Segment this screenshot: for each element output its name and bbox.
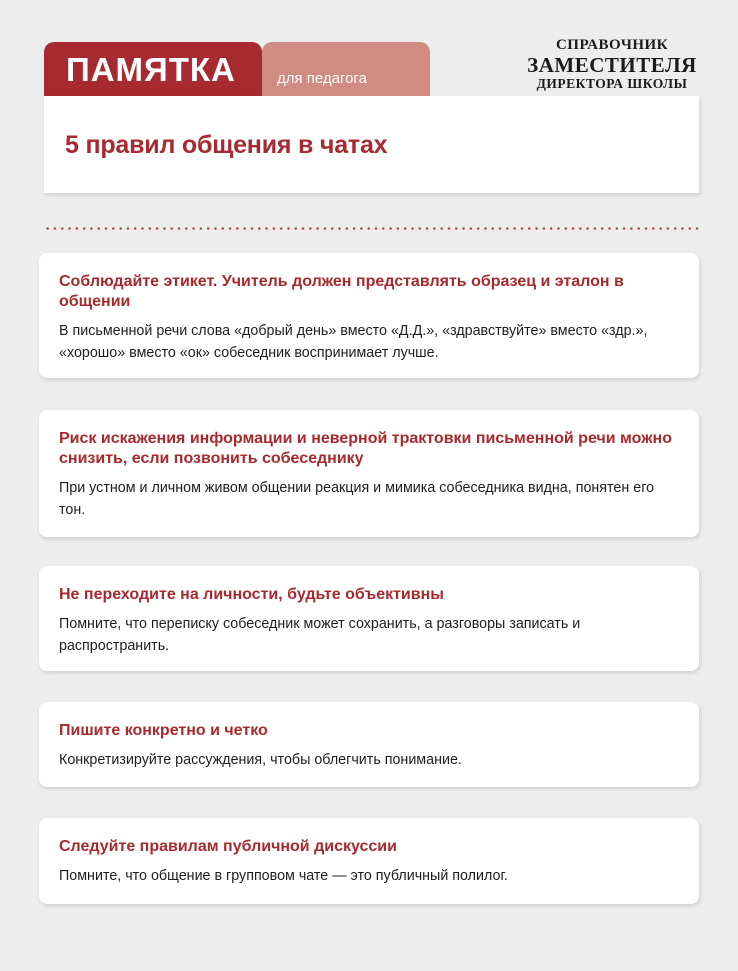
dotted-divider	[44, 227, 699, 230]
rule-text: Помните, что переписку собеседник может сохранить, а разговоры записать и распространить.	[59, 616, 581, 654]
rule-text: При устном и личном живом общении реакция и мимика собеседника видна, понятен его тон.	[59, 480, 655, 518]
memo-badge: ПАМЯТКА	[44, 42, 262, 98]
brand-line-2: ЗАМЕСТИТЕЛЯ	[527, 53, 697, 77]
rule-title: Соблюдайте этикет. Учитель должен представлять образец и эталон в общении	[59, 273, 624, 310]
rule-text: В письменной речи слова «добрый день» вместо «Д.Д.», «здравствуйте» вместо «здр.», «хорошо» вместо «ок» собеседник воспринимает лучше.	[59, 323, 648, 361]
rule-card-3	[39, 566, 699, 671]
rule-title: Не переходите на личности, будьте объективны	[59, 586, 444, 603]
title-card	[44, 96, 699, 193]
audience-label: для педагога	[262, 42, 430, 98]
rule-card-1	[39, 253, 699, 378]
rule-card-5	[39, 818, 699, 904]
rule-card-4	[39, 702, 699, 787]
rule-title: Пишите конкретно и четко	[59, 722, 268, 739]
brand-logo	[512, 37, 712, 91]
rule-title: Следуйте правилам публичной дискуссии	[59, 838, 397, 855]
brand-line-1: СПРАВОЧНИК	[555, 37, 669, 53]
page-title: 5 правил общения в чатах	[65, 131, 388, 159]
brand-line-3: ДИРЕКТОРА ШКОЛЫ	[536, 76, 688, 91]
rule-card-2	[39, 410, 699, 537]
rule-title: Риск искажения информации и неверной трактовки письменной речи можно снизить, если позвонить собеседнику	[59, 430, 672, 467]
rule-text: Конкретизируйте рассуждения, чтобы облегчить понимание.	[59, 752, 462, 768]
rule-text: Помните, что общение в групповом чате — это публичный полилог.	[59, 868, 508, 884]
